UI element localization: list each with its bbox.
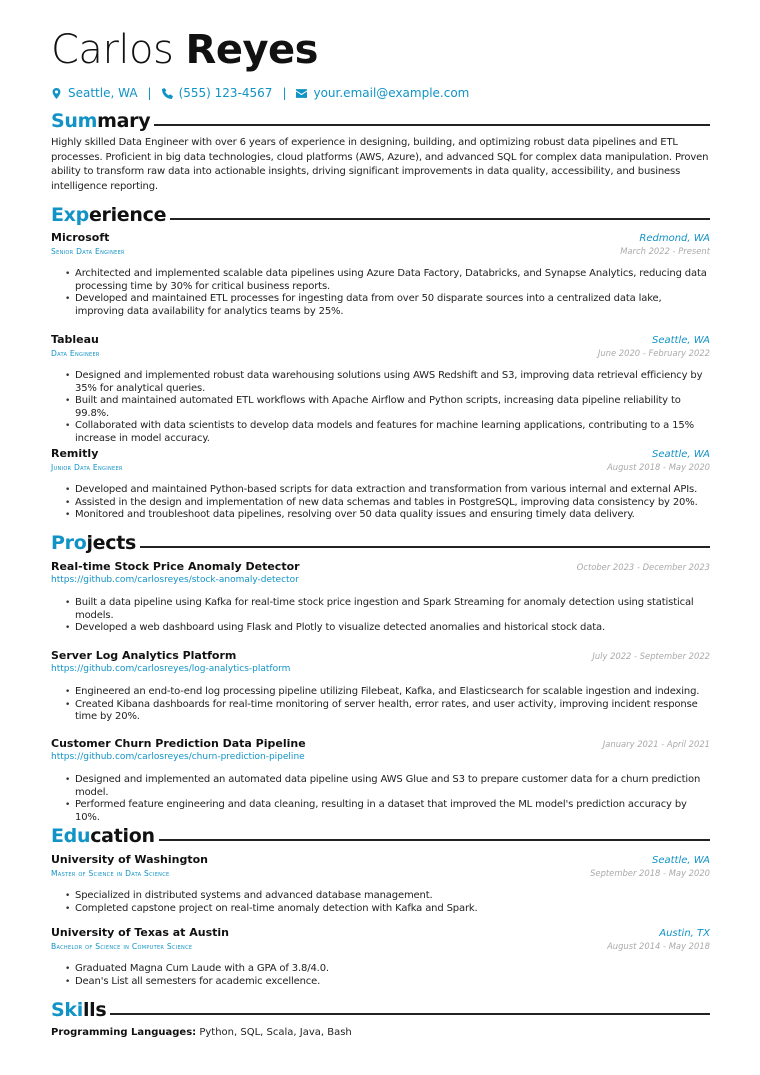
entry-location: Redmond, WA (639, 233, 710, 244)
heading-accent: Edu (51, 825, 91, 847)
bullet-list (65, 268, 710, 318)
entry-location: Seattle, WA (652, 449, 710, 460)
phone-icon (162, 88, 173, 99)
education-section (51, 824, 710, 848)
list-item: • Developed and maintained Python-based scripts for data extraction and transformation from various internal and external APIs. (65, 484, 710, 497)
projects-section (51, 531, 710, 555)
section-heading-projects (51, 531, 710, 555)
list-item: • Developed and maintained ETL processes for ingesting data from over 50 disparate sources into a centralized data lake, improving data availability for analytics teams by 25%. (65, 293, 710, 318)
skills-label: Programming Languages: (51, 1027, 197, 1038)
section-rule (170, 218, 710, 220)
experience-section (51, 203, 710, 227)
degree: Master of Science in Data Science (51, 869, 170, 878)
list-item: • Performed feature engineering and data cleaning, resulting in a dataset that improved the ML model's prediction accuracy by 10%. (65, 799, 710, 824)
bullet-list (65, 370, 710, 446)
name-block (51, 26, 710, 74)
list-item: • Specialized in distributed systems and advanced database management. (65, 890, 710, 903)
skills-section (51, 998, 710, 1022)
job-title: Data Engineer (51, 349, 100, 358)
heading-accent: Exp (51, 204, 89, 226)
degree: Bachelor of Science in Computer Science (51, 942, 193, 951)
section-heading-summary (51, 109, 710, 133)
project-entry (51, 737, 710, 824)
list-item: • Collaborated with data scientists to develop data models and features for machine learning applications, contributing to a 15% increase in model accuracy. (65, 420, 710, 445)
project-title: Server Log Analytics Platform (51, 649, 237, 662)
entry-location: Seattle, WA (652, 855, 710, 866)
project-title: Customer Churn Prediction Data Pipeline (51, 737, 306, 750)
entry-dates: August 2018 - May 2020 (607, 462, 710, 472)
list-item: • Developed a web dashboard using Flask and Plotly to visualize detected anomalies and historical stock data. (65, 622, 710, 635)
contact-separator: | (282, 86, 287, 100)
entry-dates: June 2020 - February 2022 (597, 348, 710, 358)
list-item: • Engineered an end-to-end log processing pipeline utilizing Filebeat, Kafka, and Elasticsearch for scalable ingestion and indexing. (65, 686, 710, 699)
skills-value: Python, SQL, Scala, Java, Bash (196, 1027, 352, 1038)
section-rule (110, 1013, 710, 1015)
experience-entry (51, 231, 710, 318)
list-item: • Completed capstone project on real-time anomaly detection with Kafka and Spark. (65, 903, 710, 916)
bullet-list (65, 686, 710, 724)
contact-email[interactable] (296, 86, 469, 100)
full-name (51, 26, 710, 74)
entry-dates: July 2022 - September 2022 (592, 651, 710, 661)
school-name: University of Washington (51, 853, 209, 866)
bullet-list (65, 484, 710, 522)
section-rule (159, 839, 710, 841)
section-rule (154, 124, 710, 126)
project-link[interactable]: https://github.com/carlosreyes/log-analytics-platform (51, 664, 291, 674)
experience-entry (51, 447, 710, 522)
project-link[interactable]: https://github.com/carlosreyes/stock-anomaly-detector (51, 575, 299, 585)
project-entry (51, 560, 710, 635)
heading-rest: erience (88, 204, 167, 226)
entry-dates: March 2022 - Present (620, 246, 710, 256)
phone-text[interactable]: (555) 123-4567 (178, 86, 273, 100)
bullet-list (65, 890, 710, 915)
list-item: • Architected and implemented scalable data pipelines using Azure Data Factory, Databricks, and Synapse Analytics, reducing data processing time by 30% for critical business reports. (65, 268, 710, 293)
education-entry (51, 853, 710, 915)
section-heading-skills (51, 998, 710, 1022)
project-entry (51, 649, 710, 724)
company-name: Microsoft (51, 231, 110, 244)
section-heading-education (51, 824, 710, 848)
job-title: Junior Data Engineer (51, 463, 123, 472)
job-title: Senior Data Engineer (51, 247, 125, 256)
last-name: Reyes (185, 27, 318, 73)
section-heading-experience (51, 203, 710, 227)
heading-rest: cation (90, 825, 155, 847)
location-text: Seattle, WA (68, 86, 138, 100)
education-entry (51, 926, 710, 988)
entry-location: Seattle, WA (652, 335, 710, 346)
map-marker-icon (51, 88, 62, 99)
bullet-list (65, 774, 710, 824)
first-name: Carlos (51, 27, 174, 73)
entry-dates: September 2018 - May 2020 (590, 868, 710, 878)
summary-section (51, 109, 710, 194)
list-item: • Built and maintained automated ETL workflows with Apache Airflow and Python scripts, increasing data pipeline reliability to 99.8%. (65, 395, 710, 420)
contact-location (51, 86, 138, 100)
experience-entry (51, 333, 710, 446)
entry-dates: October 2023 - December 2023 (576, 562, 710, 572)
email-link[interactable]: your.email@example.com (313, 86, 470, 100)
skills-line (51, 1027, 710, 1038)
school-name: University of Texas at Austin (51, 926, 229, 939)
list-item: • Designed and implemented robust data warehousing solutions using AWS Redshift and S3, improving data retrieval efficiency by 35% for analytical queries. (65, 370, 710, 395)
bullet-list (65, 963, 710, 988)
list-item: • Built a data pipeline using Kafka for real-time stock price ingestion and Spark Streaming for anomaly detection using statistical models. (65, 597, 710, 622)
company-name: Remitly (51, 447, 99, 460)
list-item: • Assisted in the design and implementation of new data schemas and tables in PostgreSQL, improving data consistency by 20%. (65, 497, 710, 510)
heading-rest: mary (97, 110, 151, 132)
heading-accent: Ski (51, 999, 83, 1021)
project-link[interactable]: https://github.com/carlosreyes/churn-prediction-pipeline (51, 752, 305, 762)
project-title: Real-time Stock Price Anomaly Detector (51, 560, 300, 573)
contact-separator: | (147, 86, 152, 100)
contact-bar (51, 84, 710, 102)
list-item: • Dean's List all semesters for academic excellence. (65, 976, 710, 989)
entry-dates: January 2021 - April 2021 (602, 739, 710, 749)
summary-text: Highly skilled Data Engineer with over 6 years of experience in designing, building, and optimizing robust data pipelines and ETL processes. Proficient in big data technologies, cloud platforms (AWS, Azure), and advanced SQL for complex data manipulation. Proven ability to transform raw data into actionable insights, driving significant improvements in data quality, accessibility, and business intelligence reporting. (51, 137, 709, 192)
list-item: • Created Kibana dashboards for real-time monitoring of server health, error rates, and user activity, improving incident response time by 20%. (65, 699, 710, 724)
list-item: • Monitored and troubleshoot data pipelines, resolving over 50 data quality issues and ensuring timely data delivery. (65, 509, 710, 522)
company-name: Tableau (51, 333, 99, 346)
contact-phone[interactable] (162, 86, 273, 100)
section-rule (140, 546, 710, 548)
heading-rest: lls (82, 999, 107, 1021)
heading-accent: Pro (51, 532, 87, 554)
list-item: • Designed and implemented an automated data pipeline using AWS Glue and S3 to prepare customer data for a churn prediction model. (65, 774, 710, 799)
entry-dates: August 2014 - May 2018 (607, 941, 710, 951)
envelope-icon (296, 88, 307, 99)
list-item: • Graduated Magna Cum Laude with a GPA of 3.8/4.0. (65, 963, 710, 976)
bullet-list (65, 597, 710, 635)
heading-rest: jects (86, 532, 137, 554)
heading-accent: Sum (51, 110, 98, 132)
entry-location: Austin, TX (659, 928, 710, 939)
